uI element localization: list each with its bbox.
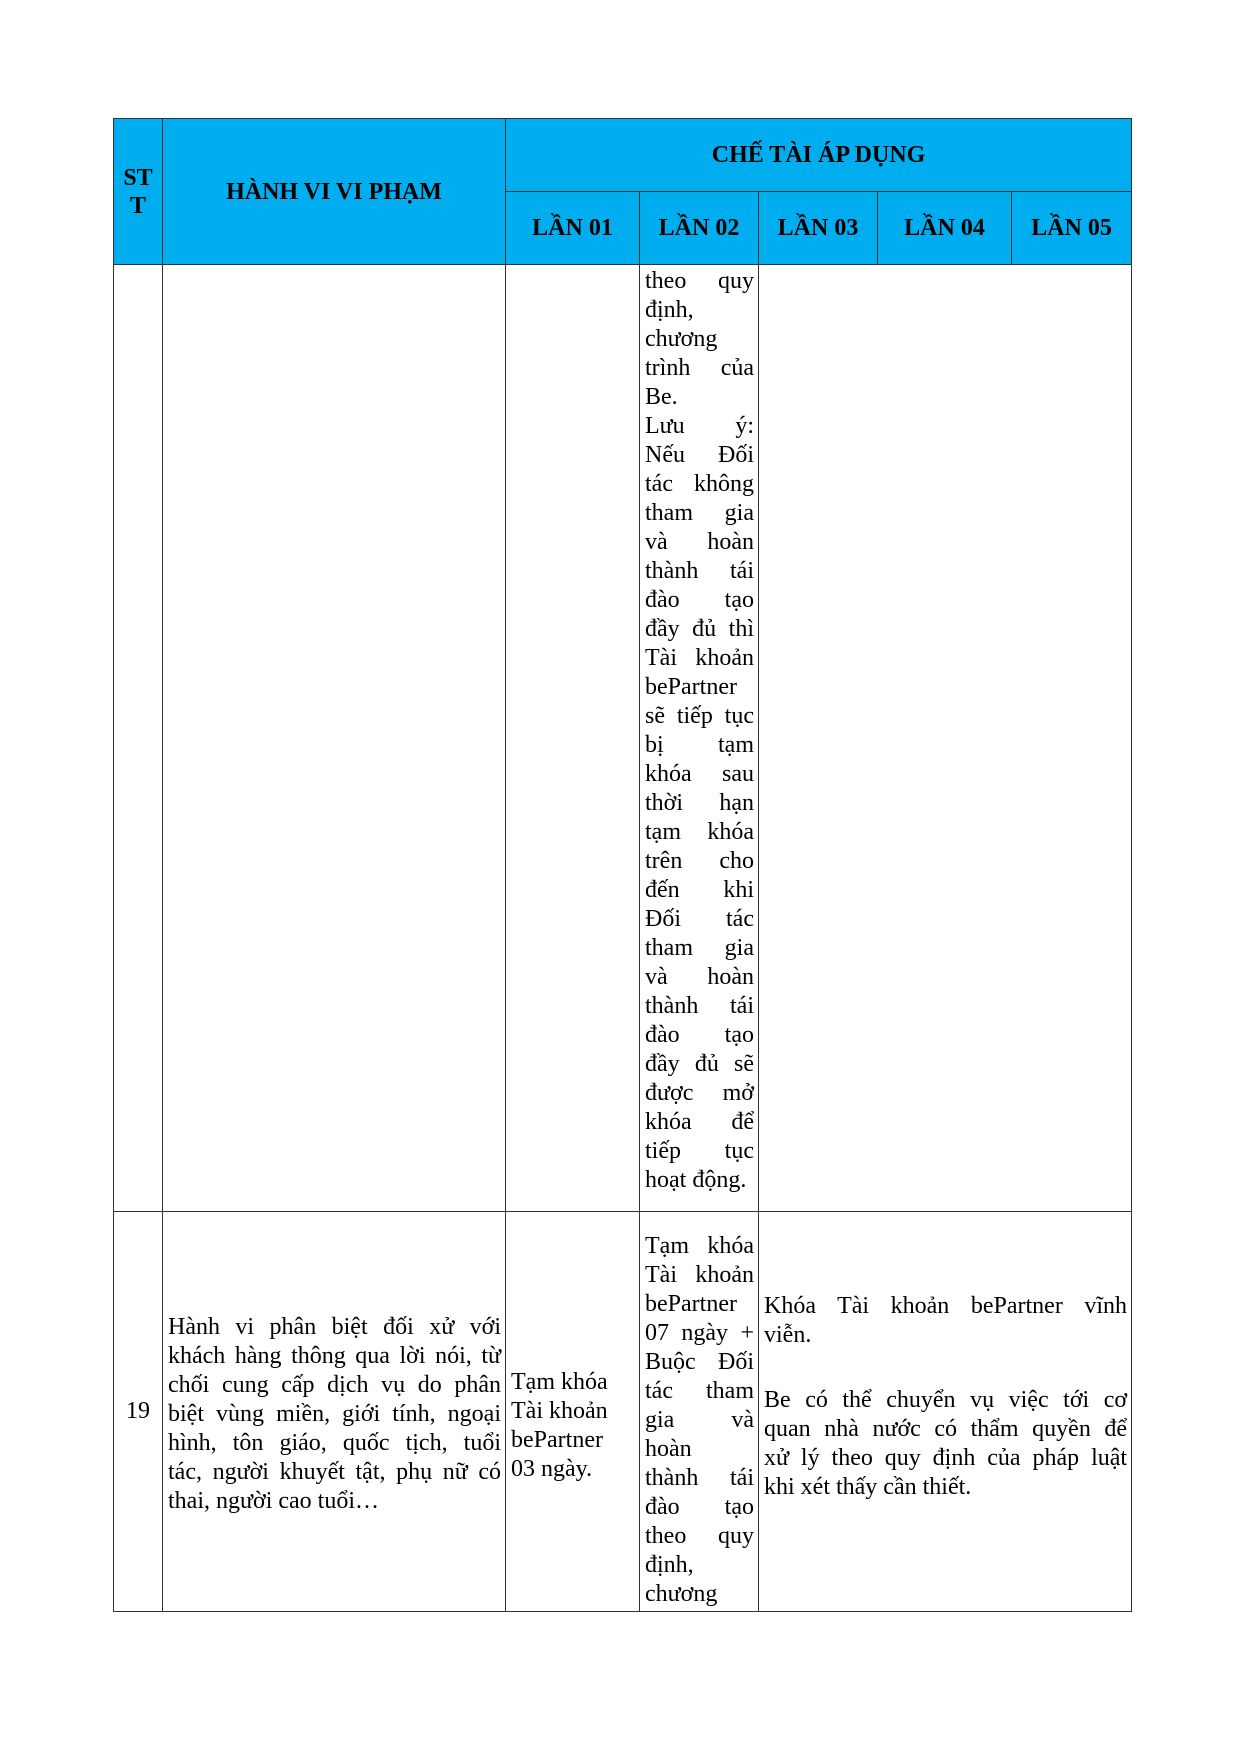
text-line: theo quy (645, 268, 754, 294)
text-line: Tài khoản (511, 1397, 608, 1424)
text-line: thời hạn (645, 790, 754, 816)
text-line: tạm khóa (645, 819, 754, 845)
text-line: tác, người khuyết tật, phụ nữ có (168, 1459, 501, 1485)
text-line: Be có thể chuyển vụ việc tới cơ (764, 1386, 1128, 1413)
header-lan-02: LẦN 02 (640, 192, 759, 265)
text-line: khóa để (645, 1109, 754, 1135)
text-line: Be. (645, 384, 678, 410)
text-line: hoàn (645, 1436, 692, 1462)
text-line: khi xét thấy cần thiết. (764, 1473, 972, 1500)
text-line: Tài khoản (645, 1262, 754, 1288)
text-line: bePartner (645, 674, 737, 700)
text-line: 07 ngày + (645, 1320, 754, 1346)
text-line: Buộc Đối (645, 1349, 754, 1375)
header-lan-01: LẦN 01 (506, 192, 640, 265)
header-stt-line1: ST (123, 164, 153, 191)
text-line: chối cung cấp dịch vụ do phân (168, 1372, 501, 1398)
text-line: định, (645, 1552, 694, 1578)
text-line: Nếu Đối (645, 442, 754, 468)
cont-lan02-text (645, 267, 754, 1195)
text-line: trên cho (645, 848, 754, 874)
row19-lan01-cell (506, 1212, 640, 1612)
row19-lan03-05-cell (759, 1212, 1132, 1612)
text-line: xử lý theo quy định của pháp luật (764, 1444, 1128, 1471)
text-line: định, (645, 297, 694, 323)
row19-lan02-text (645, 1232, 754, 1609)
text-line: Lưu ý: (645, 413, 754, 439)
header-violation: HÀNH VI VI PHẠM (163, 119, 506, 265)
text-line: đầy đủ thì (645, 616, 754, 642)
text-line: bePartner (511, 1426, 603, 1453)
row19-violation-cell (163, 1212, 506, 1612)
text-line: thành tái (645, 558, 754, 584)
header-lan-05: LẦN 05 (1012, 192, 1132, 265)
text-line: được mở (645, 1080, 754, 1106)
text-line: hình, tôn giáo, quốc tịch, tuổi (168, 1430, 501, 1456)
row19-lan02-cell (640, 1212, 759, 1612)
header-lan-03: LẦN 03 (759, 192, 878, 265)
text-line: và hoàn (645, 964, 754, 990)
text-line: hoạt động. (645, 1167, 747, 1193)
text-line: tác không (645, 471, 754, 497)
text-line: viễn. (764, 1321, 812, 1348)
text-line: tham gia (645, 935, 754, 961)
cont-lan02-cell (640, 265, 759, 1212)
header-sanction: CHẾ TÀI ÁP DỤNG (506, 119, 1132, 192)
text-line: chương (645, 326, 718, 352)
text-line: Tạm khóa (645, 1233, 754, 1259)
sanction-table (113, 118, 1132, 1612)
text-line: gia và (645, 1407, 754, 1433)
text-line: đào tạo (645, 1494, 754, 1520)
row19-lan01-text (511, 1368, 635, 1484)
text-line: chương (645, 1581, 718, 1607)
text-line: đào tạo (645, 587, 754, 613)
cont-lan01-cell (506, 265, 640, 1212)
text-line: tham gia (645, 500, 754, 526)
text-line (764, 1350, 1127, 1386)
header-stt-line2: T (129, 192, 146, 219)
text-line: thành tái (645, 1465, 754, 1491)
cont-violation-cell (163, 265, 506, 1212)
text-line: quan nhà nước có thẩm quyền để (764, 1415, 1128, 1442)
table-row-19 (114, 1212, 1132, 1612)
table-row-continuation (114, 265, 1132, 1212)
text-line: đào tạo (645, 1022, 754, 1048)
text-line: đầy đủ sẽ (645, 1051, 754, 1077)
text-line: bị tạm (645, 732, 754, 758)
text-line: Khóa Tài khoản bePartner vĩnh (764, 1292, 1128, 1319)
text-line: thành tái (645, 993, 754, 1019)
text-line: Tạm khóa (511, 1368, 608, 1395)
row19-violation-text (168, 1313, 501, 1516)
text-line: Hành vi phân biệt đối xử với (168, 1314, 501, 1340)
text-line: đến khi (645, 877, 754, 903)
text-line: Đối tác (645, 906, 754, 932)
text-line: tiếp tục (645, 1138, 754, 1164)
text-line: bePartner (645, 1291, 737, 1317)
text-line: và hoàn (645, 529, 754, 555)
cont-stt-cell (114, 265, 163, 1212)
text-line: sẽ tiếp tục (645, 703, 754, 729)
text-line: Tài khoản (645, 645, 754, 671)
row19-stt: 19 (114, 1212, 163, 1612)
text-line: khóa sau (645, 761, 754, 787)
header-stt (114, 119, 163, 265)
text-line: biệt vùng miền, giới tính, ngoại (168, 1401, 501, 1427)
row19-lan03-05-text (764, 1292, 1127, 1502)
cont-lan03-05-cell (759, 265, 1132, 1212)
text-line: khách hàng thông qua lời nói, từ (168, 1343, 501, 1369)
document-page (113, 118, 1131, 1612)
text-line: trình của (645, 355, 754, 381)
header-lan-04: LẦN 04 (878, 192, 1012, 265)
text-line: theo quy (645, 1523, 754, 1549)
text-line: 03 ngày. (511, 1455, 593, 1482)
text-line: tác tham (645, 1378, 754, 1404)
text-line: thai, người cao tuổi… (168, 1488, 379, 1514)
